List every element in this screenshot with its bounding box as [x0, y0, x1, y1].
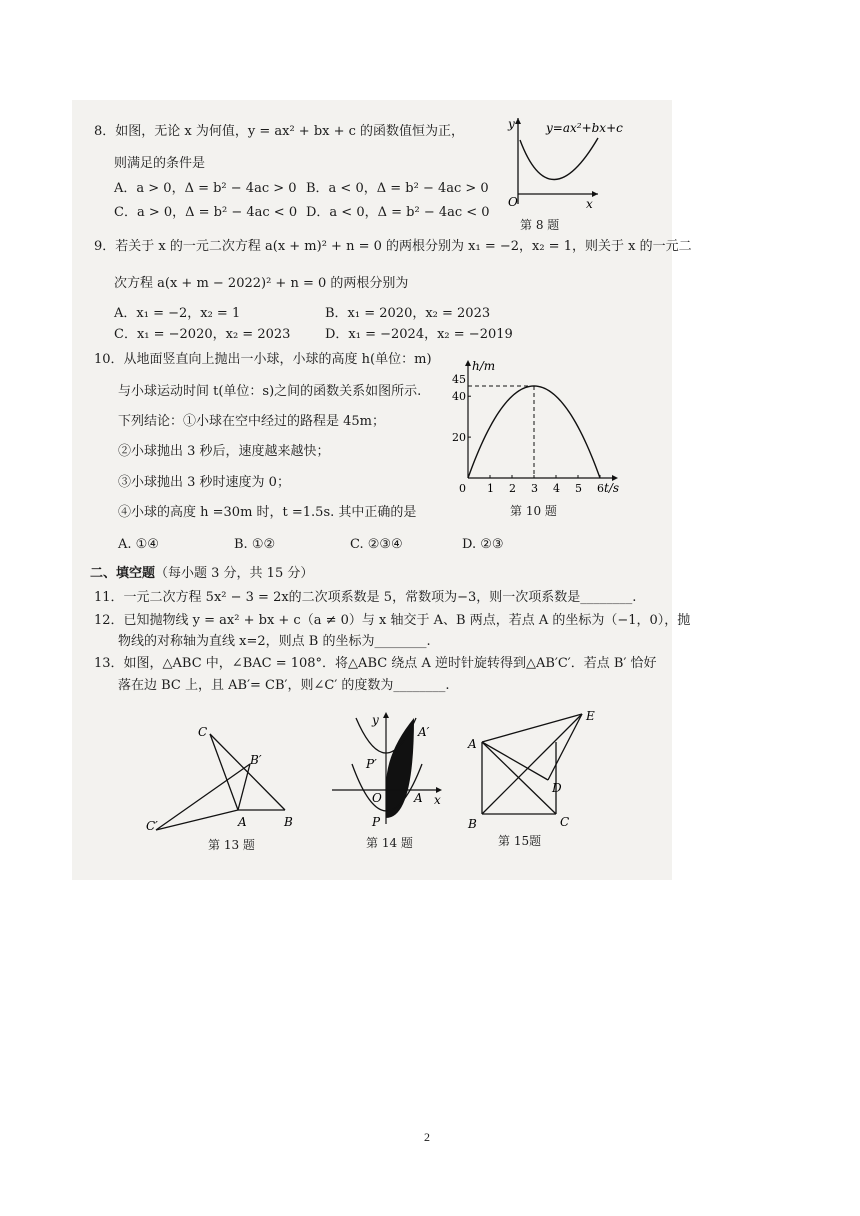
page-number: 2	[424, 1130, 430, 1144]
fig13-label-c: C	[198, 725, 208, 739]
q10-x-tick-label: 1	[487, 482, 494, 495]
fig13-label-b: B	[284, 815, 293, 829]
section-2-heading	[90, 566, 313, 582]
q10-y-tick-label: 20	[452, 431, 466, 445]
q9-option-a: A．x₁ = −2，x₂ = 1	[114, 306, 241, 321]
q10-x-tick-label: 3	[531, 482, 538, 495]
q10-line-6: ④小球的高度 h =30m 时，t =1.5s. 其中正确的是	[118, 505, 417, 520]
q10-option-a: A. ①④	[118, 537, 159, 552]
fig15-label-d: D	[552, 781, 562, 795]
q10-line-2: 与小球运动时间 t(单位：s)之间的函数关系如图所示.	[118, 384, 422, 399]
q9-option-d: D．x₁ = −2024，x₂ = −2019	[325, 327, 513, 342]
q10-option-d: D. ②③	[462, 537, 504, 552]
q10-x-tick-label: 0	[459, 482, 466, 495]
q10-line-1: 10．从地面竖直向上抛出一小球，小球的高度 h(单位：m)	[94, 352, 432, 367]
q8-option-d: D．a < 0，Δ = b² − 4ac < 0	[306, 205, 490, 220]
q10-line-4: ②小球抛出 3 秒后，速度越来越快；	[118, 444, 330, 459]
fig13-edge-ca	[210, 734, 238, 810]
q9-option-b: B．x₁ = 2020，x₂ = 2023	[325, 306, 491, 321]
q10-line-3: 下列结论：①小球在空中经过的路程是 45m；	[118, 414, 386, 429]
q8-option-b: B．a < 0，Δ = b² − 4ac > 0	[306, 181, 489, 196]
q8-fig-origin: O	[508, 195, 518, 209]
q10-chart	[444, 356, 624, 516]
q12-line-1: 12．已知抛物线 y = ax² + bx + c（a ≠ 0）与 x 轴交于 A、B 两点，若点 A 的坐标为（−1，0），抛	[94, 613, 691, 628]
fig14-label-o: O	[372, 791, 382, 805]
q8-stem-2: 则满足的条件是	[114, 156, 206, 171]
fig14-shaded-region	[386, 718, 414, 818]
section-2-note: （每小题 3 分，共 15 分）	[155, 566, 314, 581]
q8-parabola	[520, 138, 598, 180]
fig13-edge-cpa	[156, 810, 238, 830]
fig14-label-p: P	[372, 815, 381, 829]
fig14-caption: 第 14 题	[366, 836, 413, 850]
fig13-label-cp: C′	[146, 819, 158, 833]
fig14-label-x: x	[434, 793, 441, 807]
fig14-y-arrow	[383, 712, 389, 718]
q9-stem: 9．若关于 x 的一元二次方程 a(x + m)² + n = 0 的两根分别为 x₁ = −2，x₂ = 1，则关于 x 的一元二	[94, 239, 692, 254]
fig15-label-b: B	[468, 817, 477, 831]
q8-option-a: A．a > 0，Δ = b² − 4ac > 0	[114, 181, 297, 196]
fig15-edge-be	[482, 714, 582, 814]
q10-y-label: h/m	[472, 359, 496, 373]
fig15-label-c: C	[560, 815, 570, 829]
fig14-label-a: A	[414, 791, 423, 805]
q8-stem: 8．如图，无论 x 为何值，y = ax² + bx + c 的函数值恒为正，	[94, 124, 465, 139]
fig15-caption: 第 15题	[498, 834, 542, 848]
q10-option-c: C. ②③④	[350, 537, 403, 552]
fig13-caption: 第 13 题	[208, 838, 255, 852]
figure-14	[328, 708, 448, 828]
q13-line-1: 13．如图，△ABC 中，∠BAC = 108°．将△ABC 绕点 A 逆时针旋转得到△AB′C′．若点 B′ 恰好	[94, 656, 657, 671]
q8-figure	[498, 112, 623, 212]
fig13-label-a: A	[238, 815, 247, 829]
section-2-title: 二、填空题	[90, 566, 156, 581]
fig14-label-ap: A′	[418, 725, 430, 739]
figure-15	[466, 706, 606, 831]
q10-x-tick-label: 4	[553, 482, 560, 495]
fig15-edge-ed	[548, 714, 582, 780]
q8-y-arrow	[515, 118, 521, 124]
q10-x-tick-label: 2	[509, 482, 516, 495]
q9-stem-2: 次方程 a(x + m − 2022)² + n = 0 的两根分别为	[114, 276, 409, 291]
q10-option-b: B. ①②	[234, 537, 276, 552]
q10-y-tick-label: 45	[452, 373, 466, 386]
fig13-edge-cpbp	[156, 764, 250, 830]
q10-x-label: t/s	[604, 481, 620, 495]
q10-x-tick-label: 5	[575, 482, 582, 495]
fig14-label-y: y	[372, 713, 379, 727]
fig15-label-a: A	[468, 737, 477, 751]
q8-option-c: C．a > 0，Δ = b² − 4ac < 0	[114, 205, 298, 220]
q8-x-arrow	[592, 191, 598, 197]
fig14-label-pp: P′	[366, 757, 377, 771]
q10-line-5: ③小球抛出 3 秒时速度为 0；	[118, 475, 290, 490]
fig15-edge-ae	[482, 714, 582, 742]
q8-caption: 第 8 题	[520, 218, 560, 232]
q11-text: 11．一元二次方程 5x² − 3 = 2x的二次项系数是 5，常数项为−3，则一次项系数是________.	[94, 590, 637, 605]
q8-fig-y-label: y	[508, 117, 515, 131]
q10-y-arrow	[465, 360, 471, 366]
q9-option-c: C．x₁ = −2020，x₂ = 2023	[114, 327, 291, 342]
q10-x-tick-label: 6	[597, 482, 604, 495]
q13-line-2: 落在边 BC 上，且 AB′= CB′，则∠C′ 的度数为________.	[118, 678, 450, 693]
q8-fig-equation: y=ax²+bx+c	[546, 121, 623, 135]
fig13-label-bp: B′	[250, 753, 262, 767]
q12-line-2: 物线的对称轴为直线 x=2，则点 B 的坐标为________.	[118, 634, 431, 649]
figure-13	[140, 722, 310, 832]
q10-y-tick-label: 40	[452, 390, 466, 404]
q10-caption: 第 10 题	[510, 504, 557, 518]
q8-fig-x-label: x	[586, 197, 593, 211]
fig15-label-e: E	[586, 709, 595, 723]
